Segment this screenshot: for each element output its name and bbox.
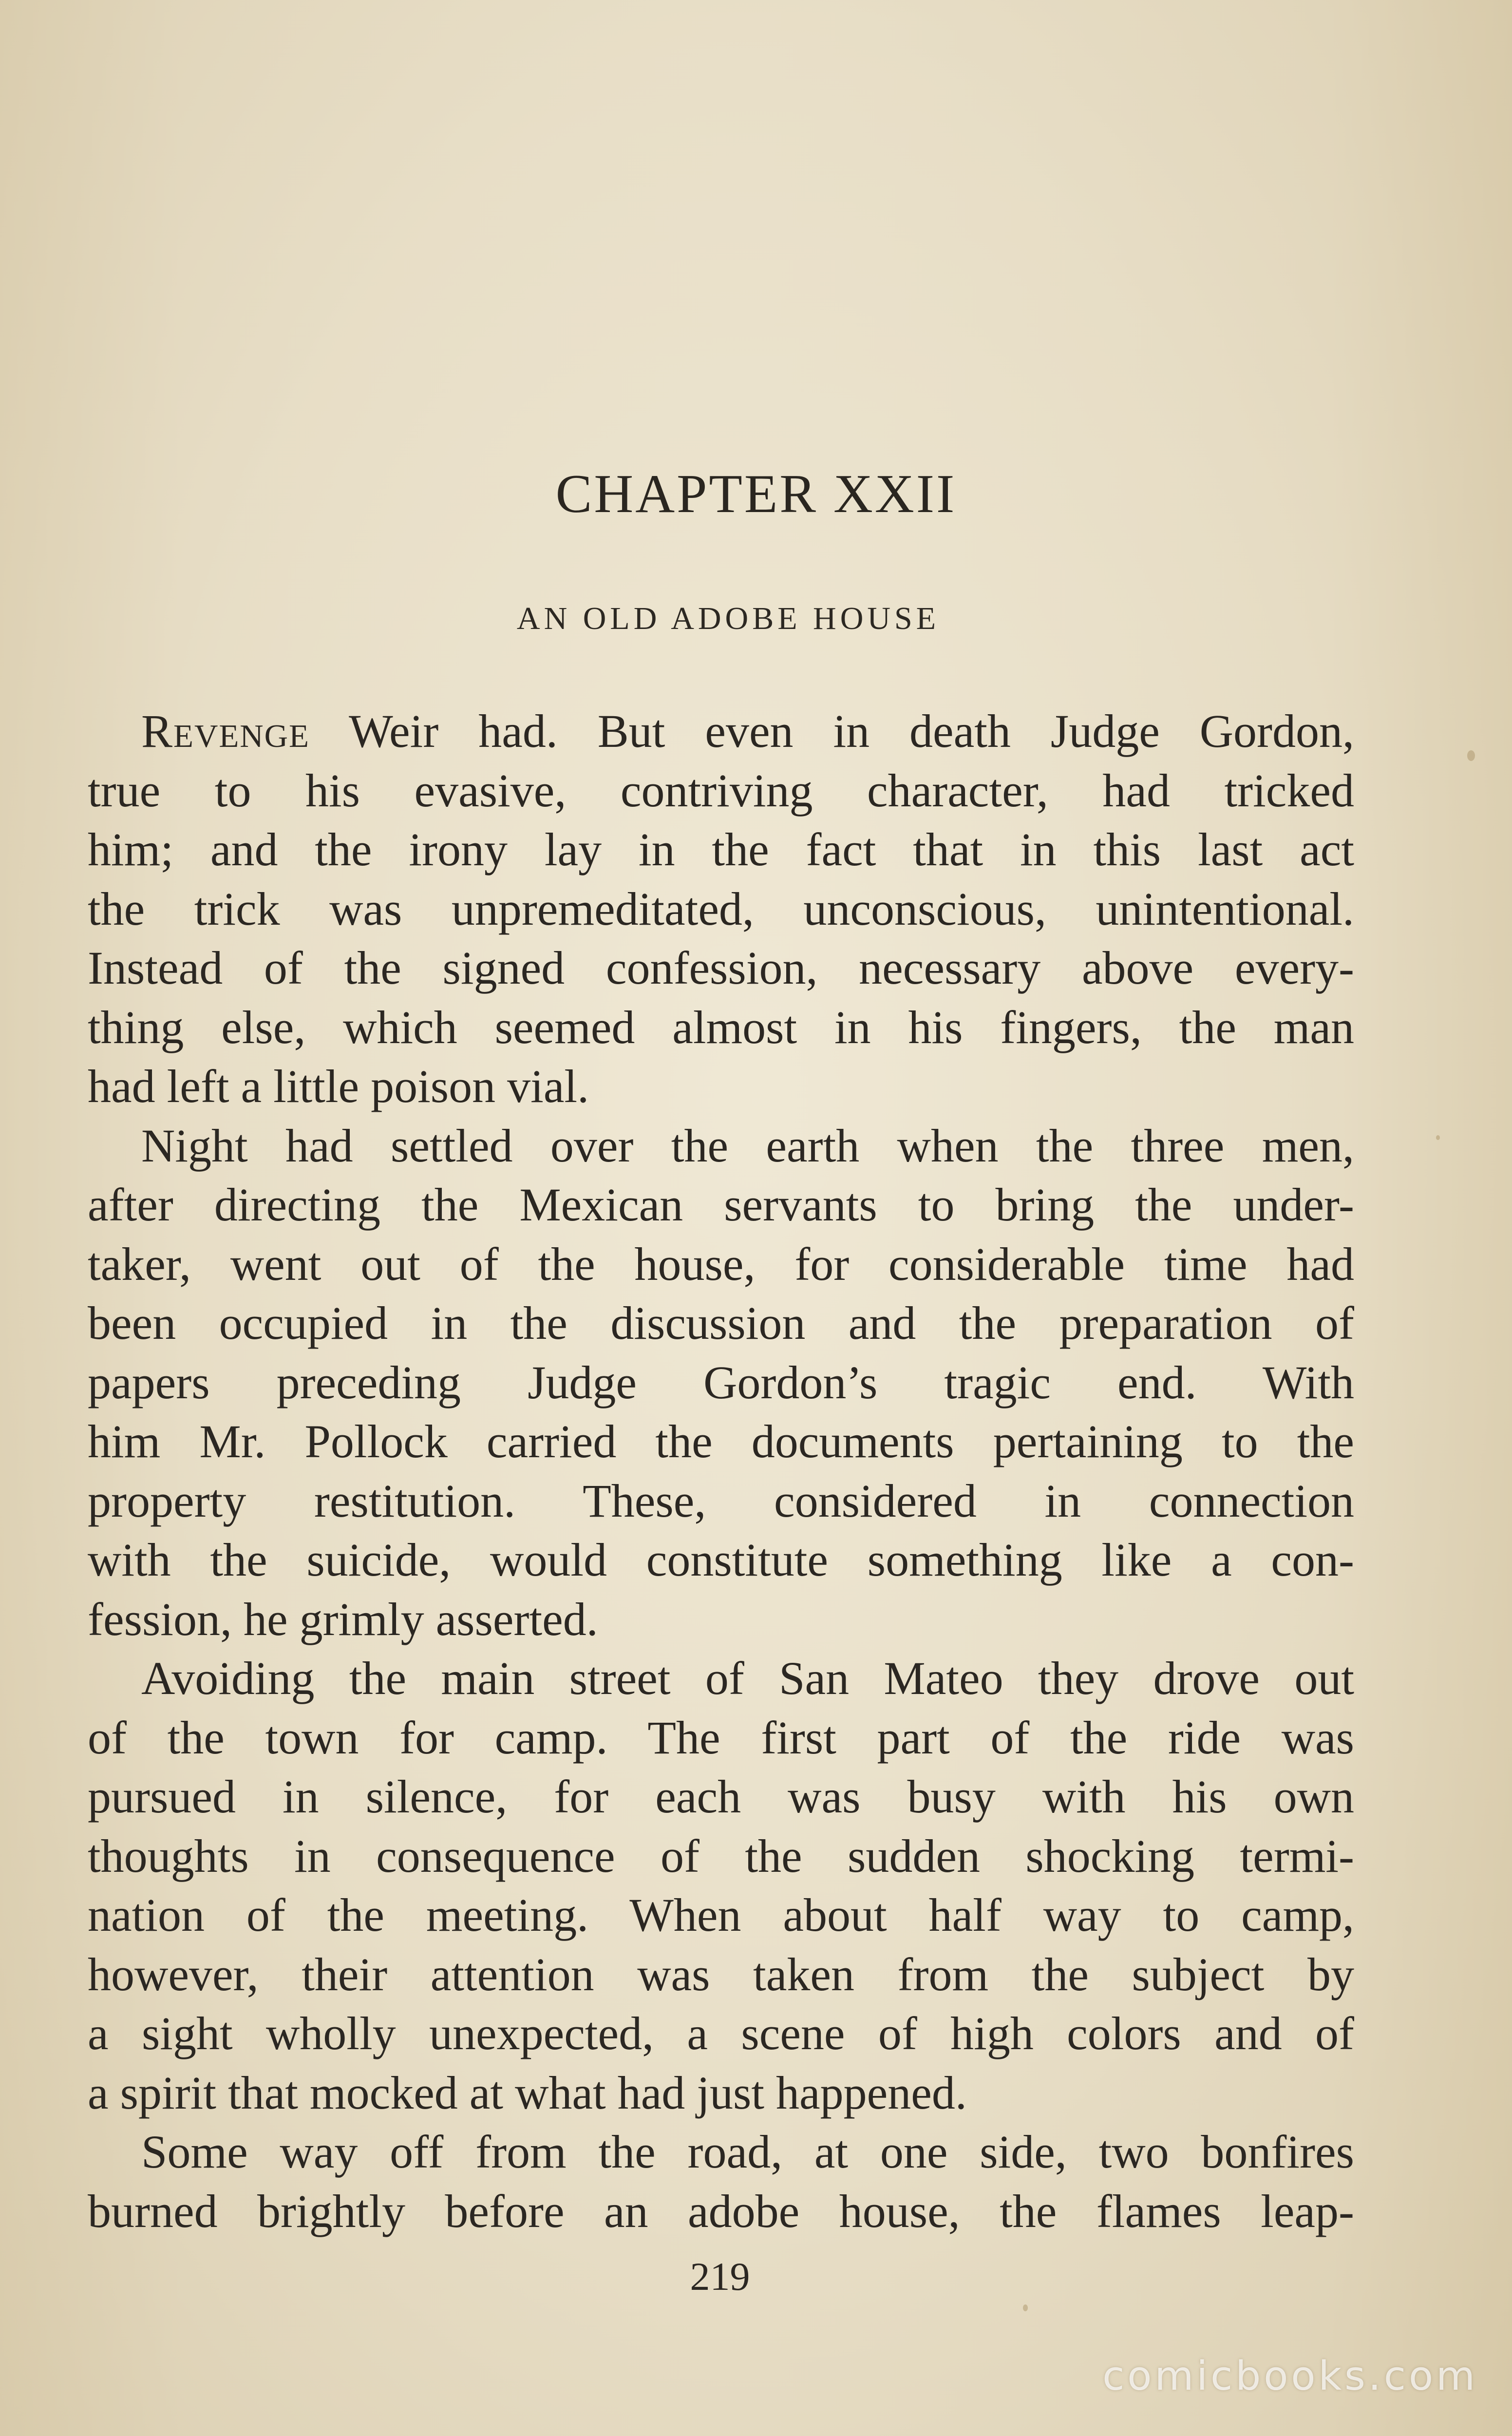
text-line: after directing the Mexican servants to bring the under- [88,1179,1354,1231]
chapter-subtitle: AN OLD ADOBE HOUSE [516,601,940,636]
text-line: Some way off from the road, at one side, two bonfires [141,2126,1354,2178]
text-line: him; and the irony lay in the fact that in this last act [88,823,1354,875]
text-line: burned brightly before an adobe house, the flames leap- [88,2185,1354,2237]
text-line: taker, went out of the house, for considerable time had [88,1237,1354,1290]
text-line: with the suicide, would constitute something like a con- [88,1534,1354,1586]
text-line: him Mr. Pollock carried the documents pertaining to the [88,1415,1354,1467]
text-line: thing else, which seemed almost in his fingers, the man [88,1001,1354,1053]
text-line: had left a little poison vial. [88,1060,589,1112]
paper-stain [1467,750,1475,761]
text-line: the trick was unpremeditated, unconscious, unintentional. [88,882,1354,935]
chapter-body-text [88,702,1354,2241]
text-line: of the town for camp. The first part of the ride was [88,1711,1354,1764]
paper-stain [1023,2304,1028,2311]
text-line: however, their attention was taken from the subject by [88,1948,1354,2000]
paragraph [88,1649,1354,2122]
paper-stain [1436,1135,1440,1140]
paragraph [88,702,1354,1116]
paragraph [88,1116,1354,1649]
text-line: nation of the meeting. When about half way to camp, [88,1889,1354,1941]
text-line: Instead of the signed confession, necessary above every- [88,942,1354,994]
text-line: property restitution. These, considered in connection [88,1474,1354,1527]
paragraph [88,2122,1354,2241]
text-line: a spirit that mocked at what had just happened. [88,2066,967,2119]
text-line: Avoiding the main street of San Mateo they drove out [141,1652,1354,1704]
chapter-title: CHAPTER XXII [555,464,957,524]
watermark-logo: comicbooks.com [1102,2353,1478,2399]
text-line: papers preceding Judge Gordon’s tragic end. With [88,1356,1354,1408]
text-line: been occupied in the discussion and the preparation of [88,1297,1354,1349]
text-line: Revenge Weir had. But even in death Judge Gordon, [141,705,1354,757]
text-line: Night had settled over the earth when the three men, [141,1119,1354,1172]
page-number: 219 [690,2254,750,2299]
text-line: true to his evasive, contriving character, had tricked [88,764,1354,817]
text-line: fession, he grimly asserted. [88,1593,598,1645]
text-line: thoughts in consequence of the sudden shocking termi- [88,1829,1354,1882]
text-line: pursued in silence, for each was busy with his own [88,1770,1354,1823]
text-line: a sight wholly unexpected, a scene of high colors and of [88,2007,1354,2059]
